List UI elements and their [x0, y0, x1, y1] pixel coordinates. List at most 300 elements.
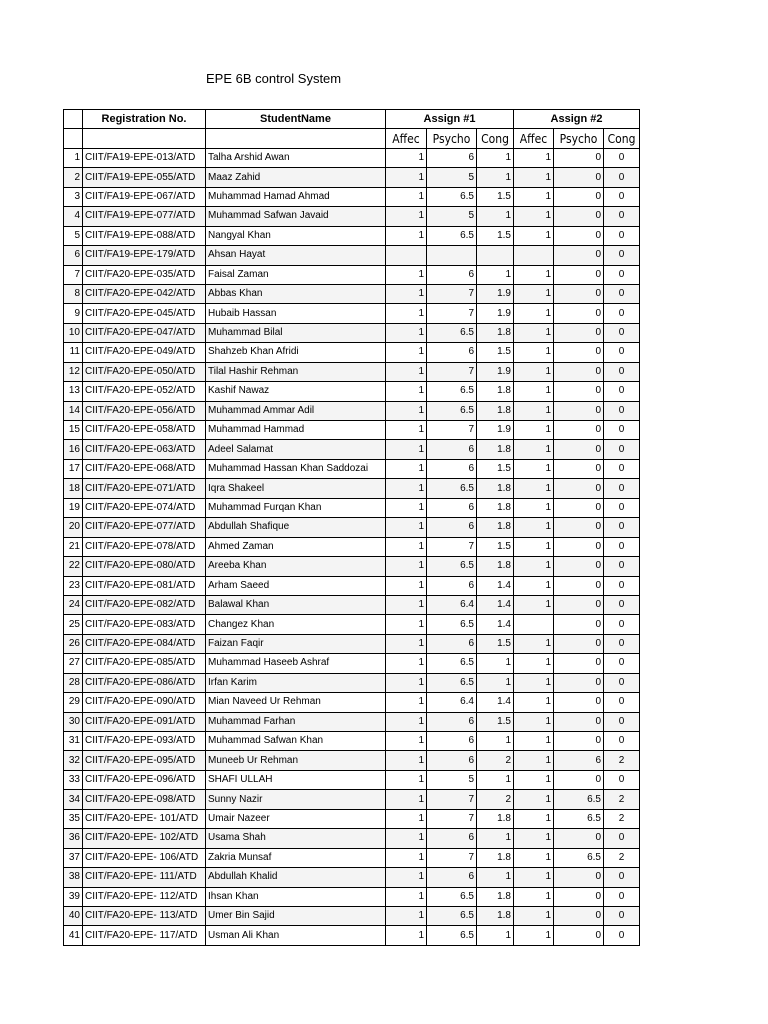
cell-row-index: 39 [64, 887, 83, 906]
table-row [64, 887, 640, 906]
cell-row-index: 16 [64, 440, 83, 459]
cell-student-name: Umer Bin Sajid [206, 906, 386, 925]
cell-a2-psycho: 0 [554, 654, 604, 673]
cell-a2-affec: 1 [514, 362, 554, 381]
page-title: EPE 6B control System [206, 71, 342, 86]
cell-a2-cong: 0 [604, 634, 640, 653]
cell-row-index: 37 [64, 848, 83, 867]
cell-a1-psycho: 5 [427, 770, 477, 789]
cell-a2-cong: 0 [604, 712, 640, 731]
cell-a2-cong: 0 [604, 440, 640, 459]
cell-a1-cong: 1.5 [477, 187, 514, 206]
cell-a1-affec: 1 [386, 440, 427, 459]
cell-a1-psycho: 6.4 [427, 693, 477, 712]
cell-a2-affec: 1 [514, 829, 554, 848]
cell-a1-psycho: 6.5 [427, 926, 477, 945]
cell-a1-affec: 1 [386, 459, 427, 478]
cell-a2-cong: 0 [604, 868, 640, 887]
table-row [64, 343, 640, 362]
cell-a1-cong: 1.5 [477, 226, 514, 245]
cell-a1-cong: 1 [477, 148, 514, 167]
cell-a2-affec: 1 [514, 226, 554, 245]
cell-a1-psycho: 5 [427, 207, 477, 226]
cell-a1-affec: 1 [386, 654, 427, 673]
cell-a2-psycho: 0 [554, 518, 604, 537]
subheader-psycho-2: Psycho [554, 129, 604, 148]
cell-a1-cong: 1.4 [477, 615, 514, 634]
cell-row-index: 19 [64, 498, 83, 517]
cell-student-name: Muhammad Bilal [206, 323, 386, 342]
cell-a1-cong: 1.5 [477, 459, 514, 478]
subheader-blank [64, 129, 83, 148]
table-row [64, 246, 640, 265]
cell-a2-affec: 1 [514, 673, 554, 692]
cell-a1-cong: 1 [477, 265, 514, 284]
cell-a2-psycho: 0 [554, 187, 604, 206]
cell-a2-cong: 0 [604, 226, 640, 245]
table-row [64, 829, 640, 848]
cell-a1-cong: 1.8 [477, 440, 514, 459]
grade-sheet-table [63, 109, 640, 946]
cell-a1-psycho: 6 [427, 265, 477, 284]
cell-student-name: Changez Khan [206, 615, 386, 634]
cell-a1-psycho: 6.5 [427, 382, 477, 401]
table-row [64, 693, 640, 712]
cell-student-name: Iqra Shakeel [206, 479, 386, 498]
cell-row-index: 10 [64, 323, 83, 342]
cell-registration-no: CIIT/FA20-EPE-078/ATD [83, 537, 206, 556]
cell-a1-psycho: 7 [427, 537, 477, 556]
cell-a2-affec: 1 [514, 770, 554, 789]
cell-a1-affec: 1 [386, 421, 427, 440]
cell-row-index: 6 [64, 246, 83, 265]
table-row [64, 518, 640, 537]
cell-a2-cong: 0 [604, 265, 640, 284]
subheader-affec-2: Affec [514, 129, 554, 148]
cell-student-name: Arham Saeed [206, 576, 386, 595]
cell-a1-psycho: 6.5 [427, 654, 477, 673]
cell-a1-psycho: 6.5 [427, 323, 477, 342]
cell-registration-no: CIIT/FA20-EPE-074/ATD [83, 498, 206, 517]
cell-a2-psycho: 0 [554, 868, 604, 887]
table-row [64, 809, 640, 828]
table-row [64, 576, 640, 595]
cell-a2-affec: 1 [514, 343, 554, 362]
cell-a1-affec [386, 246, 427, 265]
cell-a1-psycho: 6 [427, 440, 477, 459]
cell-a2-affec: 1 [514, 265, 554, 284]
cell-a1-cong: 1.8 [477, 848, 514, 867]
cell-a1-cong: 1 [477, 829, 514, 848]
cell-registration-no: CIIT/FA20-EPE-068/ATD [83, 459, 206, 478]
cell-student-name: Mian Naveed Ur Rehman [206, 693, 386, 712]
cell-registration-no: CIIT/FA20-EPE-035/ATD [83, 265, 206, 284]
table-row [64, 537, 640, 556]
table-row [64, 207, 640, 226]
cell-a2-cong: 0 [604, 926, 640, 945]
cell-registration-no: CIIT/FA20-EPE- 101/ATD [83, 809, 206, 828]
cell-a2-affec: 1 [514, 187, 554, 206]
cell-row-index: 33 [64, 770, 83, 789]
cell-row-index: 28 [64, 673, 83, 692]
cell-a1-cong: 1.8 [477, 809, 514, 828]
cell-row-index: 38 [64, 868, 83, 887]
cell-a1-affec: 1 [386, 284, 427, 303]
cell-a1-affec: 1 [386, 887, 427, 906]
cell-a2-affec: 1 [514, 207, 554, 226]
table-row [64, 673, 640, 692]
cell-a2-psycho: 0 [554, 343, 604, 362]
cell-a2-cong: 0 [604, 323, 640, 342]
cell-row-index: 27 [64, 654, 83, 673]
subheader-cong-2: Cong [604, 129, 640, 148]
cell-student-name: Abbas Khan [206, 284, 386, 303]
subheader-psycho-1: Psycho [427, 129, 477, 148]
table-row [64, 284, 640, 303]
subheader-blank [206, 129, 386, 148]
cell-a2-affec: 1 [514, 595, 554, 614]
cell-a2-psycho: 0 [554, 732, 604, 751]
cell-a1-affec: 1 [386, 498, 427, 517]
cell-registration-no: CIIT/FA20-EPE-077/ATD [83, 518, 206, 537]
cell-row-index: 2 [64, 168, 83, 187]
table-row [64, 168, 640, 187]
table-row [64, 421, 640, 440]
cell-registration-no: CIIT/FA20-EPE- 102/ATD [83, 829, 206, 848]
cell-a1-psycho: 6 [427, 459, 477, 478]
cell-a2-cong: 0 [604, 284, 640, 303]
table-row [64, 848, 640, 867]
cell-a2-affec [514, 246, 554, 265]
cell-a1-cong: 2 [477, 751, 514, 770]
cell-a2-psycho: 0 [554, 926, 604, 945]
table-row [64, 226, 640, 245]
cell-a1-affec: 1 [386, 226, 427, 245]
cell-row-index: 11 [64, 343, 83, 362]
cell-a1-affec: 1 [386, 187, 427, 206]
cell-row-index: 17 [64, 459, 83, 478]
cell-registration-no: CIIT/FA20-EPE-082/ATD [83, 595, 206, 614]
cell-a2-affec: 1 [514, 887, 554, 906]
cell-registration-no: CIIT/FA20-EPE-052/ATD [83, 382, 206, 401]
cell-registration-no: CIIT/FA20-EPE-081/ATD [83, 576, 206, 595]
cell-row-index: 18 [64, 479, 83, 498]
cell-a1-psycho: 6 [427, 634, 477, 653]
table-row [64, 459, 640, 478]
cell-a1-psycho: 7 [427, 421, 477, 440]
cell-a1-cong: 1.8 [477, 498, 514, 517]
table-row [64, 654, 640, 673]
cell-registration-no: CIIT/FA20-EPE- 113/ATD [83, 906, 206, 925]
cell-a1-affec: 1 [386, 634, 427, 653]
cell-a1-cong: 1.8 [477, 479, 514, 498]
cell-a2-psycho: 6.5 [554, 848, 604, 867]
subheader-blank [83, 129, 206, 148]
table-row [64, 265, 640, 284]
cell-a2-cong: 0 [604, 829, 640, 848]
cell-a2-psycho: 0 [554, 537, 604, 556]
cell-student-name: Faizan Faqir [206, 634, 386, 653]
cell-registration-no: CIIT/FA20-EPE-080/ATD [83, 557, 206, 576]
cell-row-index: 36 [64, 829, 83, 848]
cell-a2-cong: 0 [604, 518, 640, 537]
cell-a2-psycho: 0 [554, 906, 604, 925]
cell-a1-affec: 1 [386, 148, 427, 167]
cell-a1-cong: 1 [477, 732, 514, 751]
cell-registration-no: CIIT/FA20-EPE-091/ATD [83, 712, 206, 731]
cell-student-name: Abdullah Shafique [206, 518, 386, 537]
cell-a1-psycho: 6.5 [427, 226, 477, 245]
cell-a1-cong: 1.4 [477, 576, 514, 595]
cell-a2-psycho: 6 [554, 751, 604, 770]
cell-a1-affec: 1 [386, 615, 427, 634]
header-index-cell [64, 110, 83, 129]
cell-a2-psycho: 0 [554, 615, 604, 634]
cell-student-name: SHAFI ULLAH [206, 770, 386, 789]
cell-a1-affec: 1 [386, 343, 427, 362]
cell-registration-no: CIIT/FA20-EPE-050/ATD [83, 362, 206, 381]
cell-a2-psycho: 0 [554, 498, 604, 517]
cell-row-index: 7 [64, 265, 83, 284]
cell-student-name: Irfan Karim [206, 673, 386, 692]
cell-a2-affec: 1 [514, 498, 554, 517]
cell-registration-no: CIIT/FA20-EPE-049/ATD [83, 343, 206, 362]
cell-a1-affec: 1 [386, 926, 427, 945]
cell-a2-affec: 1 [514, 790, 554, 809]
cell-registration-no: CIIT/FA20-EPE-083/ATD [83, 615, 206, 634]
cell-a2-psycho: 0 [554, 479, 604, 498]
cell-a2-affec: 1 [514, 557, 554, 576]
cell-a1-cong: 1.9 [477, 284, 514, 303]
cell-registration-no: CIIT/FA19-EPE-055/ATD [83, 168, 206, 187]
cell-a2-affec: 1 [514, 304, 554, 323]
cell-student-name: Balawal Khan [206, 595, 386, 614]
cell-student-name: Abdullah Khalid [206, 868, 386, 887]
cell-row-index: 15 [64, 421, 83, 440]
cell-a1-psycho: 6 [427, 576, 477, 595]
cell-a2-affec: 1 [514, 926, 554, 945]
cell-a2-psycho: 0 [554, 323, 604, 342]
cell-a2-affec: 1 [514, 809, 554, 828]
cell-a1-cong: 1.9 [477, 421, 514, 440]
cell-student-name: Usman Ali Khan [206, 926, 386, 945]
cell-a2-cong: 0 [604, 693, 640, 712]
table-row [64, 868, 640, 887]
cell-a1-psycho: 7 [427, 304, 477, 323]
cell-student-name: Sunny Nazir [206, 790, 386, 809]
cell-a1-psycho: 6 [427, 868, 477, 887]
cell-a1-affec: 1 [386, 829, 427, 848]
cell-a2-cong: 0 [604, 537, 640, 556]
cell-a1-cong: 1 [477, 673, 514, 692]
cell-a2-cong: 0 [604, 343, 640, 362]
cell-a1-cong: 1.9 [477, 304, 514, 323]
cell-a2-cong: 0 [604, 732, 640, 751]
cell-a1-affec: 1 [386, 848, 427, 867]
cell-student-name: Faisal Zaman [206, 265, 386, 284]
cell-a2-cong: 0 [604, 770, 640, 789]
cell-row-index: 30 [64, 712, 83, 731]
cell-a1-affec: 1 [386, 557, 427, 576]
cell-a2-cong: 0 [604, 459, 640, 478]
cell-a1-psycho: 6.5 [427, 673, 477, 692]
cell-a1-cong: 1 [477, 770, 514, 789]
cell-registration-no: CIIT/FA20-EPE-047/ATD [83, 323, 206, 342]
cell-a2-affec: 1 [514, 479, 554, 498]
cell-a2-affec: 1 [514, 751, 554, 770]
cell-a2-affec: 1 [514, 576, 554, 595]
cell-a1-cong [477, 246, 514, 265]
cell-a2-cong: 2 [604, 809, 640, 828]
cell-student-name: Muhammad Safwan Javaid [206, 207, 386, 226]
cell-a2-cong: 0 [604, 887, 640, 906]
cell-a1-cong: 1.4 [477, 595, 514, 614]
cell-a1-psycho: 6 [427, 732, 477, 751]
table-row [64, 634, 640, 653]
table-row [64, 304, 640, 323]
cell-a1-psycho: 7 [427, 790, 477, 809]
cell-a1-psycho: 6 [427, 343, 477, 362]
cell-a1-affec: 1 [386, 595, 427, 614]
cell-row-index: 5 [64, 226, 83, 245]
cell-a1-psycho: 6 [427, 148, 477, 167]
cell-student-name: Muhammad Farhan [206, 712, 386, 731]
cell-a2-psycho: 0 [554, 770, 604, 789]
table-row [64, 479, 640, 498]
cell-a1-psycho: 6.5 [427, 557, 477, 576]
cell-a2-cong: 0 [604, 615, 640, 634]
cell-a1-affec: 1 [386, 207, 427, 226]
cell-a1-psycho: 6.5 [427, 187, 477, 206]
cell-a2-affec [514, 615, 554, 634]
cell-a1-cong: 2 [477, 790, 514, 809]
table-row [64, 906, 640, 925]
cell-row-index: 22 [64, 557, 83, 576]
cell-a2-psycho: 0 [554, 673, 604, 692]
cell-a2-cong: 2 [604, 751, 640, 770]
cell-a2-psycho: 0 [554, 382, 604, 401]
header-registration: Registration No. [83, 110, 206, 129]
cell-registration-no: CIIT/FA20-EPE- 117/ATD [83, 926, 206, 945]
cell-student-name: Maaz Zahid [206, 168, 386, 187]
table-row [64, 615, 640, 634]
cell-a2-cong: 0 [604, 187, 640, 206]
cell-a2-psycho: 0 [554, 595, 604, 614]
cell-student-name: Umair Nazeer [206, 809, 386, 828]
cell-registration-no: CIIT/FA20-EPE-085/ATD [83, 654, 206, 673]
cell-a1-affec: 1 [386, 304, 427, 323]
cell-a2-affec: 1 [514, 634, 554, 653]
cell-row-index: 25 [64, 615, 83, 634]
cell-row-index: 29 [64, 693, 83, 712]
cell-a2-affec: 1 [514, 168, 554, 187]
cell-a2-cong: 0 [604, 382, 640, 401]
table-row [64, 770, 640, 789]
cell-a1-affec: 1 [386, 751, 427, 770]
cell-a2-affec: 1 [514, 654, 554, 673]
table-row [64, 712, 640, 731]
cell-row-index: 35 [64, 809, 83, 828]
cell-registration-no: CIIT/FA20-EPE-093/ATD [83, 732, 206, 751]
cell-a2-psycho: 0 [554, 246, 604, 265]
cell-a2-affec: 1 [514, 906, 554, 925]
cell-student-name: Muhammad Haseeb Ashraf [206, 654, 386, 673]
cell-registration-no: CIIT/FA20-EPE-095/ATD [83, 751, 206, 770]
cell-student-name: Zakria Munsaf [206, 848, 386, 867]
header-row-sub [64, 129, 640, 148]
cell-a2-affec: 1 [514, 440, 554, 459]
cell-a2-cong: 0 [604, 906, 640, 925]
cell-registration-no: CIIT/FA20-EPE-084/ATD [83, 634, 206, 653]
cell-a2-psycho: 0 [554, 226, 604, 245]
cell-a2-psycho: 0 [554, 421, 604, 440]
header-assign-1: Assign #1 [386, 110, 514, 129]
cell-row-index: 14 [64, 401, 83, 420]
cell-row-index: 40 [64, 906, 83, 925]
cell-a1-psycho: 7 [427, 362, 477, 381]
cell-a1-affec: 1 [386, 576, 427, 595]
cell-a1-psycho: 6 [427, 498, 477, 517]
cell-a1-psycho: 7 [427, 848, 477, 867]
cell-a1-affec: 1 [386, 770, 427, 789]
cell-a1-affec: 1 [386, 479, 427, 498]
cell-row-index: 23 [64, 576, 83, 595]
cell-a1-cong: 1.4 [477, 693, 514, 712]
cell-a1-cong: 1 [477, 654, 514, 673]
cell-a2-psycho: 0 [554, 576, 604, 595]
cell-a1-psycho: 6.5 [427, 401, 477, 420]
cell-a2-affec: 1 [514, 518, 554, 537]
cell-row-index: 31 [64, 732, 83, 751]
cell-registration-no: CIIT/FA20-EPE-096/ATD [83, 770, 206, 789]
cell-a2-affec: 1 [514, 148, 554, 167]
cell-a2-cong: 0 [604, 479, 640, 498]
cell-a2-affec: 1 [514, 382, 554, 401]
cell-a1-psycho: 6.5 [427, 887, 477, 906]
cell-student-name: Ihsan Khan [206, 887, 386, 906]
cell-a1-affec: 1 [386, 732, 427, 751]
cell-student-name: Usama Shah [206, 829, 386, 848]
subheader-cong-1: Cong [477, 129, 514, 148]
table-row [64, 148, 640, 167]
table-row [64, 557, 640, 576]
cell-a2-psycho: 0 [554, 265, 604, 284]
table-row [64, 926, 640, 945]
cell-a1-psycho: 6 [427, 712, 477, 731]
table-row [64, 187, 640, 206]
cell-row-index: 21 [64, 537, 83, 556]
cell-a2-cong: 0 [604, 673, 640, 692]
cell-a1-affec: 1 [386, 401, 427, 420]
cell-registration-no: CIIT/FA19-EPE-088/ATD [83, 226, 206, 245]
cell-a2-affec: 1 [514, 284, 554, 303]
cell-registration-no: CIIT/FA20-EPE- 106/ATD [83, 848, 206, 867]
cell-a2-affec: 1 [514, 848, 554, 867]
cell-a2-psycho: 0 [554, 401, 604, 420]
cell-row-index: 20 [64, 518, 83, 537]
cell-student-name: Muhammad Hammad [206, 421, 386, 440]
cell-row-index: 8 [64, 284, 83, 303]
cell-a2-affec: 1 [514, 401, 554, 420]
cell-a1-cong: 1 [477, 168, 514, 187]
table-row [64, 382, 640, 401]
cell-registration-no: CIIT/FA20-EPE-086/ATD [83, 673, 206, 692]
cell-a2-cong: 0 [604, 304, 640, 323]
cell-registration-no: CIIT/FA19-EPE-077/ATD [83, 207, 206, 226]
cell-a2-cong: 2 [604, 790, 640, 809]
cell-student-name: Areeba Khan [206, 557, 386, 576]
cell-a2-affec: 1 [514, 537, 554, 556]
